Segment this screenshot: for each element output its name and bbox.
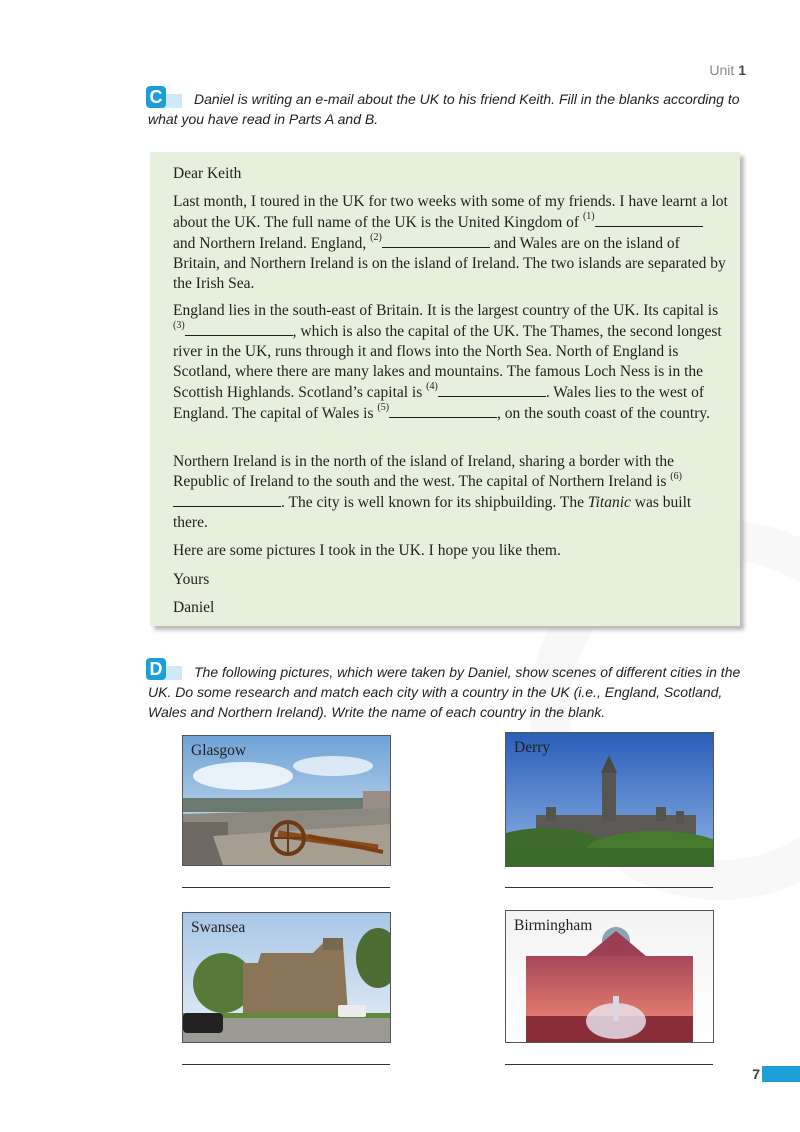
letter-paragraph-1: Last month, I toured in the UK for two weeks with some of my friends. I have learnt a lot about the UK. The full name of the UK is the United Kingdom of $^{(1)}$ and Northern Ireland. England, $^{(2)}$ and Wales are on the island of Britain, and Northern Ireland is on the island of Ireland. The two islands are separated by the Irish Sea. (173, 193, 728, 292)
photo-birmingham (505, 910, 714, 1043)
blank-3[interactable] (185, 321, 293, 336)
photo-derry (505, 732, 714, 867)
blank-2[interactable] (382, 233, 490, 248)
photo-swansea (182, 912, 391, 1043)
email-letter (150, 152, 740, 626)
photo-caption: Derry (514, 739, 551, 756)
letter-paragraph-4: Here are some pictures I took in the UK. I hope you like them. (173, 542, 561, 559)
answer-line-birmingham[interactable] (505, 1064, 713, 1065)
photo-caption: Swansea (191, 919, 246, 936)
blank-6[interactable] (173, 492, 281, 507)
unit-label: Unit 1 (709, 62, 746, 78)
section-d-instruction: The following pictures, which were taken by Daniel, show scenes of different cities in the UK. Do some research and match each city with a country in the UK (i.e., England, Scotland, Wales and Northern Ireland). Write the name of each country in the blank. (148, 664, 741, 720)
letter-paragraph-3: Northern Ireland is in the north of the island of Ireland, sharing a border with the Republic of Ireland to the south and the west. The capital of Northern Ireland is $^{(6)}$. The city is well known for its shipbuilding. The Titanic was built there. (173, 453, 692, 531)
answer-line-derry[interactable] (505, 887, 713, 888)
photo-caption: Birmingham (514, 917, 593, 934)
blank-5[interactable] (389, 403, 497, 418)
letter-closing: Yours (173, 571, 210, 588)
letter-signature: Daniel (173, 599, 215, 616)
section-c-badge: C (146, 86, 166, 108)
blank-4[interactable] (438, 382, 546, 397)
photo-glasgow (182, 735, 391, 866)
section-c-instruction: Daniel is writing an e-mail about the UK to his friend Keith. Fill in the blanks according to what you have read in Parts A and B. (148, 91, 740, 127)
section-d-badge: D (146, 658, 166, 680)
blank-1[interactable] (595, 212, 703, 227)
answer-line-swansea[interactable] (182, 1064, 390, 1065)
page-number: 7 (752, 1066, 760, 1082)
letter-paragraph-2: England lies in the south-east of Britain. It is the largest country of the UK. Its capital is $^{(3)}$ , which is also the capital of the UK. The Thames, the second longest river in the UK, runs through it and flows into the North Sea. North of England is Scotland, where there are many lakes and mountains. The famous Loch Ness is in the Scottish Highlands. Scotland’s capital is $^{(4)}$ . Wales lies to the west of England. The capital of Wales is $^{(5)}$ , on the south coast of the country. (173, 302, 722, 422)
letter-greeting: Dear Keith (173, 165, 242, 182)
page-number-bar (762, 1066, 800, 1082)
photo-caption: Glasgow (191, 742, 247, 759)
answer-line-glasgow[interactable] (182, 887, 390, 888)
